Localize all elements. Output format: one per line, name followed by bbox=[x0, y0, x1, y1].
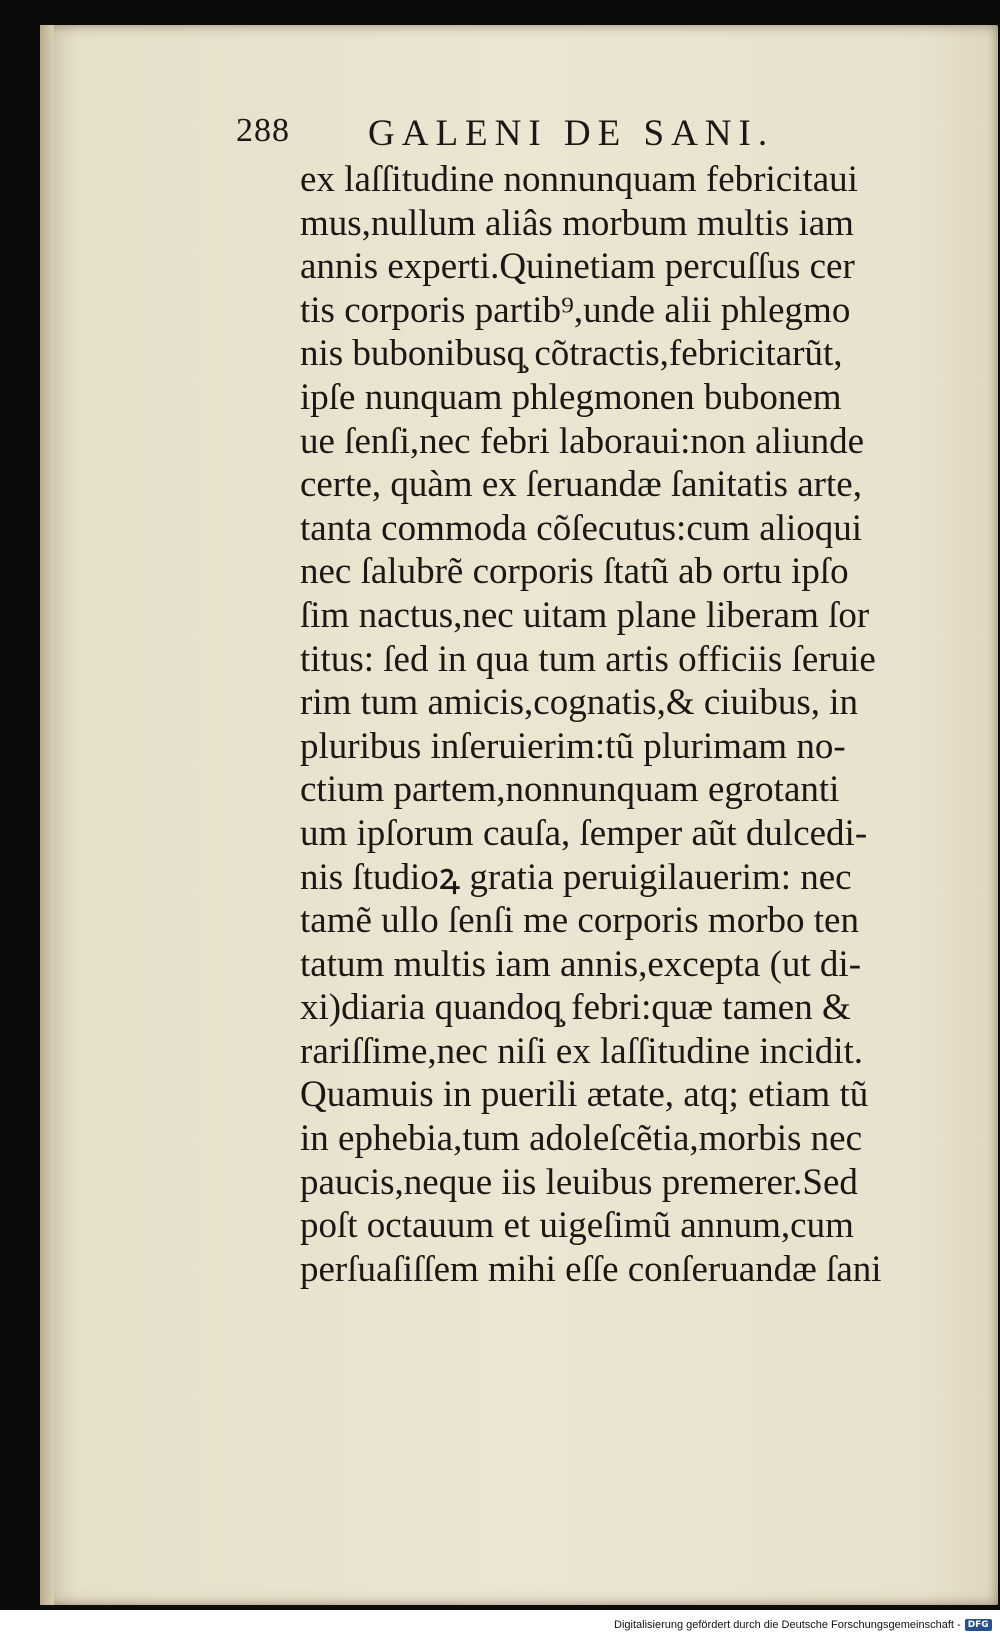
text-line: mus,nullum aliâs morbum multis iam bbox=[300, 202, 854, 244]
page-gutter-edge bbox=[40, 25, 54, 1605]
text-line: pluribus inſeruierim:tũ plurimam no- bbox=[300, 725, 846, 767]
text-line: nis bubonibusq̧ cõtractis,febricitarũt, bbox=[300, 333, 843, 375]
text-line: ſim nactus,nec uitam plane liberam ſor bbox=[300, 594, 870, 636]
text-line: ipſe nunquam phlegmonen bubonem bbox=[300, 376, 842, 418]
text-line: perſuaſiſſem mihi eſſe conſeruandæ ſani bbox=[300, 1248, 882, 1290]
text-line: tatum multis iam annis,excepta (ut di- bbox=[300, 943, 862, 985]
text-line: certe, quàm ex ſeruandæ ſanitatis arte, bbox=[300, 464, 862, 506]
text-line: tanta commoda cõſecutus:cum alioqui bbox=[300, 507, 863, 549]
running-head: GALENI DE SANI. bbox=[368, 113, 775, 154]
text-line: xi)diaria quandoq̧ febri:quæ tamen & bbox=[300, 987, 851, 1029]
digitization-footer bbox=[608, 1614, 998, 1635]
text-line: ue ſenſi,nec febri laboraui:non aliunde bbox=[300, 420, 865, 462]
page-header bbox=[236, 112, 876, 164]
text-line: poſt octauum et uigeſimũ annum,cum bbox=[300, 1205, 854, 1247]
text-line: nec ſalubrẽ corporis ſtatũ ab ortu ipſo bbox=[300, 551, 849, 593]
text-line: titus: ſed in qua tum artis officiis ſeruie bbox=[300, 638, 876, 680]
text-line: rariſſime,nec niſi ex laſſitudine incidit. bbox=[300, 1030, 864, 1072]
body-text bbox=[300, 158, 950, 1291]
text-line: tamẽ ullo ſenſi me corporis morbo ten bbox=[300, 900, 859, 942]
text-line: in ephebia,tum adoleſcẽtia,morbis nec bbox=[300, 1118, 862, 1160]
text-line: nis ſtudioꝝ gratia peruigilauerim: nec bbox=[300, 856, 852, 898]
text-line: paucis,neque iis leuibus premerer.Sed bbox=[300, 1161, 858, 1203]
text-line: um ipſorum cauſa, ſemper aũt dulcedi- bbox=[300, 812, 868, 854]
text-line: tis corporis partib⁹,unde alii phlegmo bbox=[300, 289, 851, 331]
dfg-logo: DFG bbox=[965, 1619, 992, 1631]
text-line: rim tum amicis,cognatis,& ciuibus, in bbox=[300, 682, 859, 724]
page-number: 288 bbox=[236, 112, 290, 149]
text-line: ex laſſitudine nonnunquam febricitaui bbox=[300, 159, 858, 200]
text-line: Quamuis in puerili ætate, atq; etiam tũ bbox=[300, 1074, 869, 1116]
text-line: ctium partem,nonnunquam egrotanti bbox=[300, 769, 840, 811]
text-line: annis experti.Quinetiam percuſſus cer bbox=[300, 246, 855, 288]
footer-text: Digitalisierung gefördert durch die Deutsche Forschungsgemeinschaft - bbox=[614, 1619, 961, 1631]
